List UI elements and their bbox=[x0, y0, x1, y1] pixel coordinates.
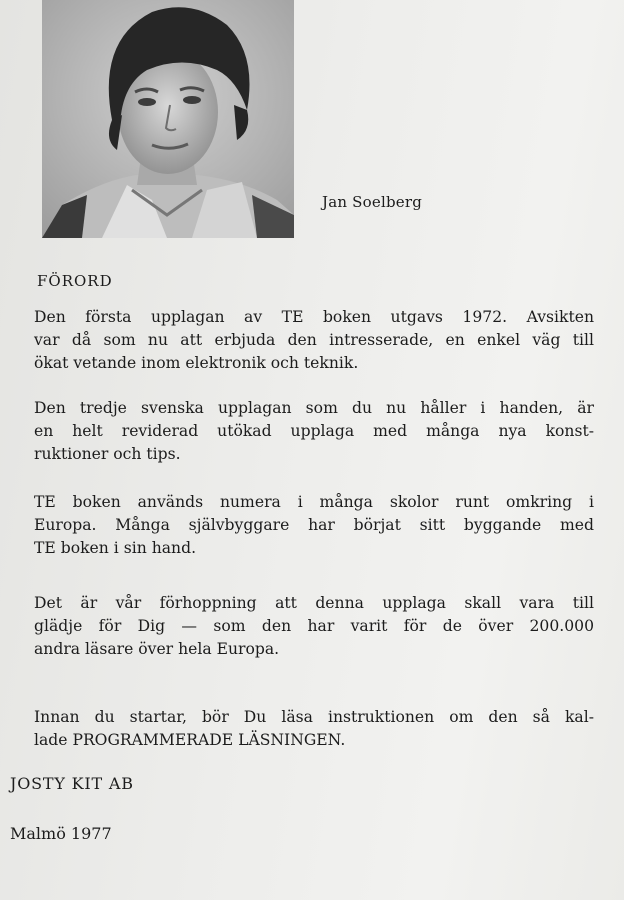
paragraph-line: lade PROGRAMMERADE LÄSNINGEN. bbox=[34, 731, 346, 749]
paragraph-line: glädje för Dig — som den har varit för de över 200.000 bbox=[34, 617, 594, 635]
photo-caption: Jan Soelberg bbox=[322, 193, 423, 211]
paragraph-5 bbox=[34, 706, 594, 752]
paragraph-line: en helt reviderad utökad upplaga med många nya konst- bbox=[34, 422, 594, 440]
section-heading: FÖRORD bbox=[37, 272, 113, 290]
paragraph-line: andra läsare över hela Europa. bbox=[34, 640, 280, 658]
paragraph-2 bbox=[34, 397, 594, 466]
paragraph-line: var då som nu att erbjuda den intresserade, en enkel väg till bbox=[34, 331, 594, 349]
paragraph-line: Det är vår förhoppning att denna upplaga skall vara till bbox=[34, 594, 594, 612]
paragraph-line: TE boken i sin hand. bbox=[34, 539, 197, 557]
paragraph-4 bbox=[34, 592, 594, 661]
paragraph-3 bbox=[34, 491, 594, 560]
paragraph-line: Den första upplagan av TE boken utgavs 1972. Avsikten bbox=[34, 308, 594, 326]
portrait-icon bbox=[42, 0, 294, 238]
paragraph-line: Europa. Många självbyggare har börjat sitt byggande med bbox=[34, 516, 594, 534]
author-portrait-photo bbox=[42, 0, 294, 238]
paragraph-line: TE boken används numera i många skolor runt omkring i bbox=[34, 493, 594, 511]
paragraph-line: ruktioner och tips. bbox=[34, 445, 181, 463]
place-and-year: Malmö 1977 bbox=[10, 824, 112, 843]
paragraph-line: ökat vetande inom elektronik och teknik. bbox=[34, 354, 359, 372]
paragraph-1 bbox=[34, 306, 594, 375]
paragraph-line: Innan du startar, bör Du läsa instruktionen om den så kal- bbox=[34, 708, 594, 726]
paragraph-line: Den tredje svenska upplagan som du nu håller i handen, är bbox=[34, 399, 594, 417]
publisher-name: JOSTY KIT AB bbox=[10, 774, 134, 793]
